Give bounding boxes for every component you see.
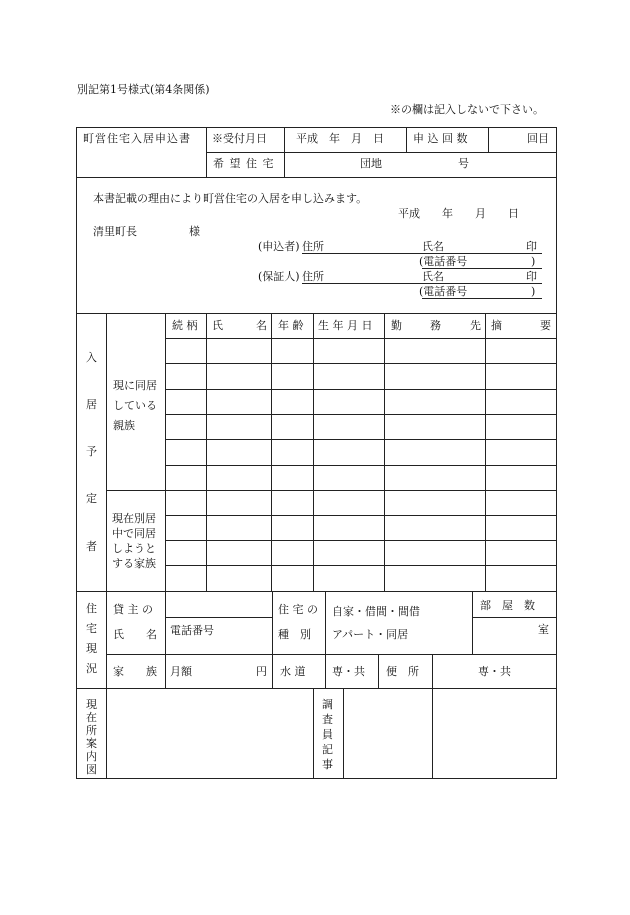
housing-label-divider bbox=[165, 591, 166, 688]
residents-side-char: 居 bbox=[86, 398, 97, 411]
investigator-label-char: 調 bbox=[322, 698, 333, 711]
housing-side-char: 況 bbox=[86, 662, 97, 675]
housing-bottom bbox=[76, 688, 556, 689]
applicant-address-label: 住所 bbox=[302, 240, 324, 253]
toilet-label: 便 所 bbox=[386, 665, 419, 678]
desired-housing-label: 希 望 住 宅 bbox=[213, 157, 275, 170]
col-birth-right bbox=[384, 313, 385, 591]
housing-rooms-divider bbox=[472, 591, 473, 654]
landlord-label-line1: 貸 主 の bbox=[113, 603, 153, 616]
map-label-char: 図 bbox=[86, 763, 97, 776]
row-line bbox=[165, 363, 556, 364]
application-count-unit[interactable]: 回目 bbox=[527, 132, 549, 145]
investigator-label-char: 査 bbox=[322, 713, 333, 726]
top-row-divider bbox=[206, 152, 556, 153]
col-age-right bbox=[313, 313, 314, 591]
col-work-right bbox=[485, 313, 486, 591]
header-remarks-1: 摘 bbox=[491, 319, 502, 332]
map-label-char: 所 bbox=[86, 724, 97, 737]
form-reference: 別記第1号様式(第4条関係) bbox=[77, 83, 210, 96]
row-line bbox=[165, 338, 556, 339]
group-cohabiting-line: 現に同居 bbox=[113, 379, 157, 392]
housing-type-divider bbox=[325, 591, 326, 688]
row-line bbox=[165, 389, 556, 390]
map-label-char: 現 bbox=[86, 698, 97, 711]
housing-col-divider bbox=[272, 591, 273, 688]
header-workplace-2: 務 bbox=[430, 319, 441, 332]
residents-group-divider bbox=[165, 313, 166, 591]
group-separated-line: する家族 bbox=[112, 557, 156, 570]
investigator-notes-divider bbox=[432, 688, 433, 778]
rooms-label: 部 屋 数 bbox=[480, 599, 535, 612]
housing-type-label-line1: 住 宅 の bbox=[278, 603, 318, 616]
housing-side-char: 現 bbox=[86, 642, 97, 655]
applicant-phone-label: (電話番号 bbox=[419, 255, 468, 268]
investigator-label-char: 員 bbox=[322, 728, 333, 741]
header-workplace-1: 勤 bbox=[391, 319, 402, 332]
header-name-second: 名 bbox=[256, 319, 267, 332]
applicant-phone-underline bbox=[422, 268, 542, 269]
frame-left bbox=[76, 127, 77, 779]
top-vline-2 bbox=[284, 127, 285, 177]
statement-bottom bbox=[76, 313, 556, 314]
water-label: 水 道 bbox=[280, 665, 306, 678]
col-relation-right bbox=[206, 313, 207, 591]
frame-right bbox=[556, 127, 557, 779]
investigator-label-right bbox=[343, 688, 344, 778]
guarantor-phone-underline bbox=[422, 298, 542, 299]
investigator-label-char: 記 bbox=[322, 743, 333, 756]
addressee: 清里町長 bbox=[93, 225, 137, 238]
residents-side-char: 予 bbox=[86, 445, 97, 458]
housing-side-char: 住 bbox=[86, 602, 97, 615]
row-line bbox=[165, 439, 556, 440]
residents-side-char: 入 bbox=[86, 351, 97, 364]
application-count-label: 申 込 回 数 bbox=[413, 132, 468, 145]
housing-toilet-divider bbox=[432, 654, 433, 688]
form-title: 町営住宅入居申込書 bbox=[83, 132, 191, 145]
header-birthdate: 生 年 月 日 bbox=[318, 319, 373, 332]
map-label-char: 内 bbox=[86, 750, 97, 763]
housing-type-label-line2: 種 別 bbox=[278, 628, 311, 641]
landlord-divider bbox=[165, 617, 272, 618]
family-label: 家 族 bbox=[113, 665, 157, 678]
applicant-phone-close: ) bbox=[531, 255, 536, 268]
map-label-char: 案 bbox=[86, 737, 97, 750]
group-separated-line: しようと bbox=[112, 542, 156, 555]
water-options[interactable]: 専・共 bbox=[332, 665, 365, 678]
residents-side-char: 定 bbox=[86, 492, 97, 505]
guarantor-seal: 印 bbox=[526, 270, 537, 283]
housing-type-options-2[interactable]: アパート・同居 bbox=[332, 628, 409, 641]
desired-number-suffix[interactable]: 号 bbox=[458, 157, 469, 170]
guarantor-label: (保証人) bbox=[258, 270, 300, 283]
housing-side-divider bbox=[106, 591, 107, 688]
header-age: 年 齢 bbox=[278, 319, 304, 332]
housing-type-options-1[interactable]: 自家・借間・間借 bbox=[332, 605, 420, 618]
header-name-first: 氏 bbox=[212, 319, 223, 332]
application-date[interactable]: 平成 年 月 日 bbox=[398, 207, 519, 220]
yen-unit[interactable]: 円 bbox=[256, 665, 267, 678]
header-workplace-3: 先 bbox=[470, 319, 481, 332]
landlord-phone-label: 電話番号 bbox=[170, 624, 214, 637]
rooms-unit[interactable]: 室 bbox=[538, 623, 549, 636]
group-divider-line bbox=[106, 490, 556, 491]
frame-top bbox=[76, 127, 557, 128]
residents-bottom bbox=[76, 591, 556, 592]
row-line bbox=[165, 515, 556, 516]
row-line bbox=[165, 540, 556, 541]
landlord-label-line2: 氏 名 bbox=[113, 628, 157, 641]
applicant-name-label: 氏名 bbox=[422, 240, 444, 253]
group-separated-line: 現在別居 bbox=[112, 512, 156, 525]
row-line bbox=[165, 414, 556, 415]
monthly-rent-label: 月額 bbox=[170, 665, 192, 678]
guarantor-phone-label: (電話番号 bbox=[419, 285, 468, 298]
group-separated-line: 中で同居 bbox=[112, 527, 156, 540]
top-vline-1 bbox=[206, 127, 207, 177]
application-statement: 本書記載の理由により町営住宅の入居を申し込みます。 bbox=[93, 192, 368, 205]
row-line bbox=[165, 465, 556, 466]
col-name-right bbox=[271, 313, 272, 591]
frame-bottom bbox=[76, 778, 557, 779]
residents-side-divider bbox=[106, 313, 107, 591]
desired-danchi-suffix[interactable]: 団地 bbox=[360, 157, 382, 170]
top-vline-4 bbox=[488, 127, 489, 152]
housing-row-divider bbox=[106, 654, 556, 655]
applicant-seal: 印 bbox=[526, 240, 537, 253]
instruction-note: ※の欄は記入しないで下さい。 bbox=[390, 103, 544, 116]
guarantor-name-label: 氏名 bbox=[422, 270, 444, 283]
header-relation: 続 柄 bbox=[172, 319, 198, 332]
received-date-label: ※受付月日 bbox=[212, 132, 267, 145]
top-table-bottom bbox=[76, 177, 556, 178]
row-line bbox=[165, 565, 556, 566]
map-label-divider bbox=[106, 688, 107, 778]
guarantor-phone-close: ) bbox=[531, 285, 536, 298]
housing-water-divider bbox=[378, 654, 379, 688]
investigator-label-char: 事 bbox=[322, 758, 333, 771]
map-label-char: 在 bbox=[86, 711, 97, 724]
map-area-right bbox=[313, 688, 314, 778]
group-cohabiting-line: している bbox=[113, 399, 157, 412]
toilet-options[interactable]: 専・共 bbox=[478, 665, 511, 678]
group-cohabiting-line: 親族 bbox=[113, 419, 135, 432]
received-date-field[interactable]: 平成 年 月 日 bbox=[296, 132, 384, 145]
residents-side-char: 者 bbox=[86, 540, 97, 553]
applicant-label: (申込者) bbox=[258, 240, 300, 253]
addressee-honorific: 様 bbox=[189, 225, 200, 238]
header-remarks-2: 要 bbox=[540, 319, 551, 332]
guarantor-address-label: 住所 bbox=[302, 270, 324, 283]
top-vline-3 bbox=[406, 127, 407, 152]
rooms-divider bbox=[472, 617, 556, 618]
housing-side-char: 宅 bbox=[86, 622, 97, 635]
